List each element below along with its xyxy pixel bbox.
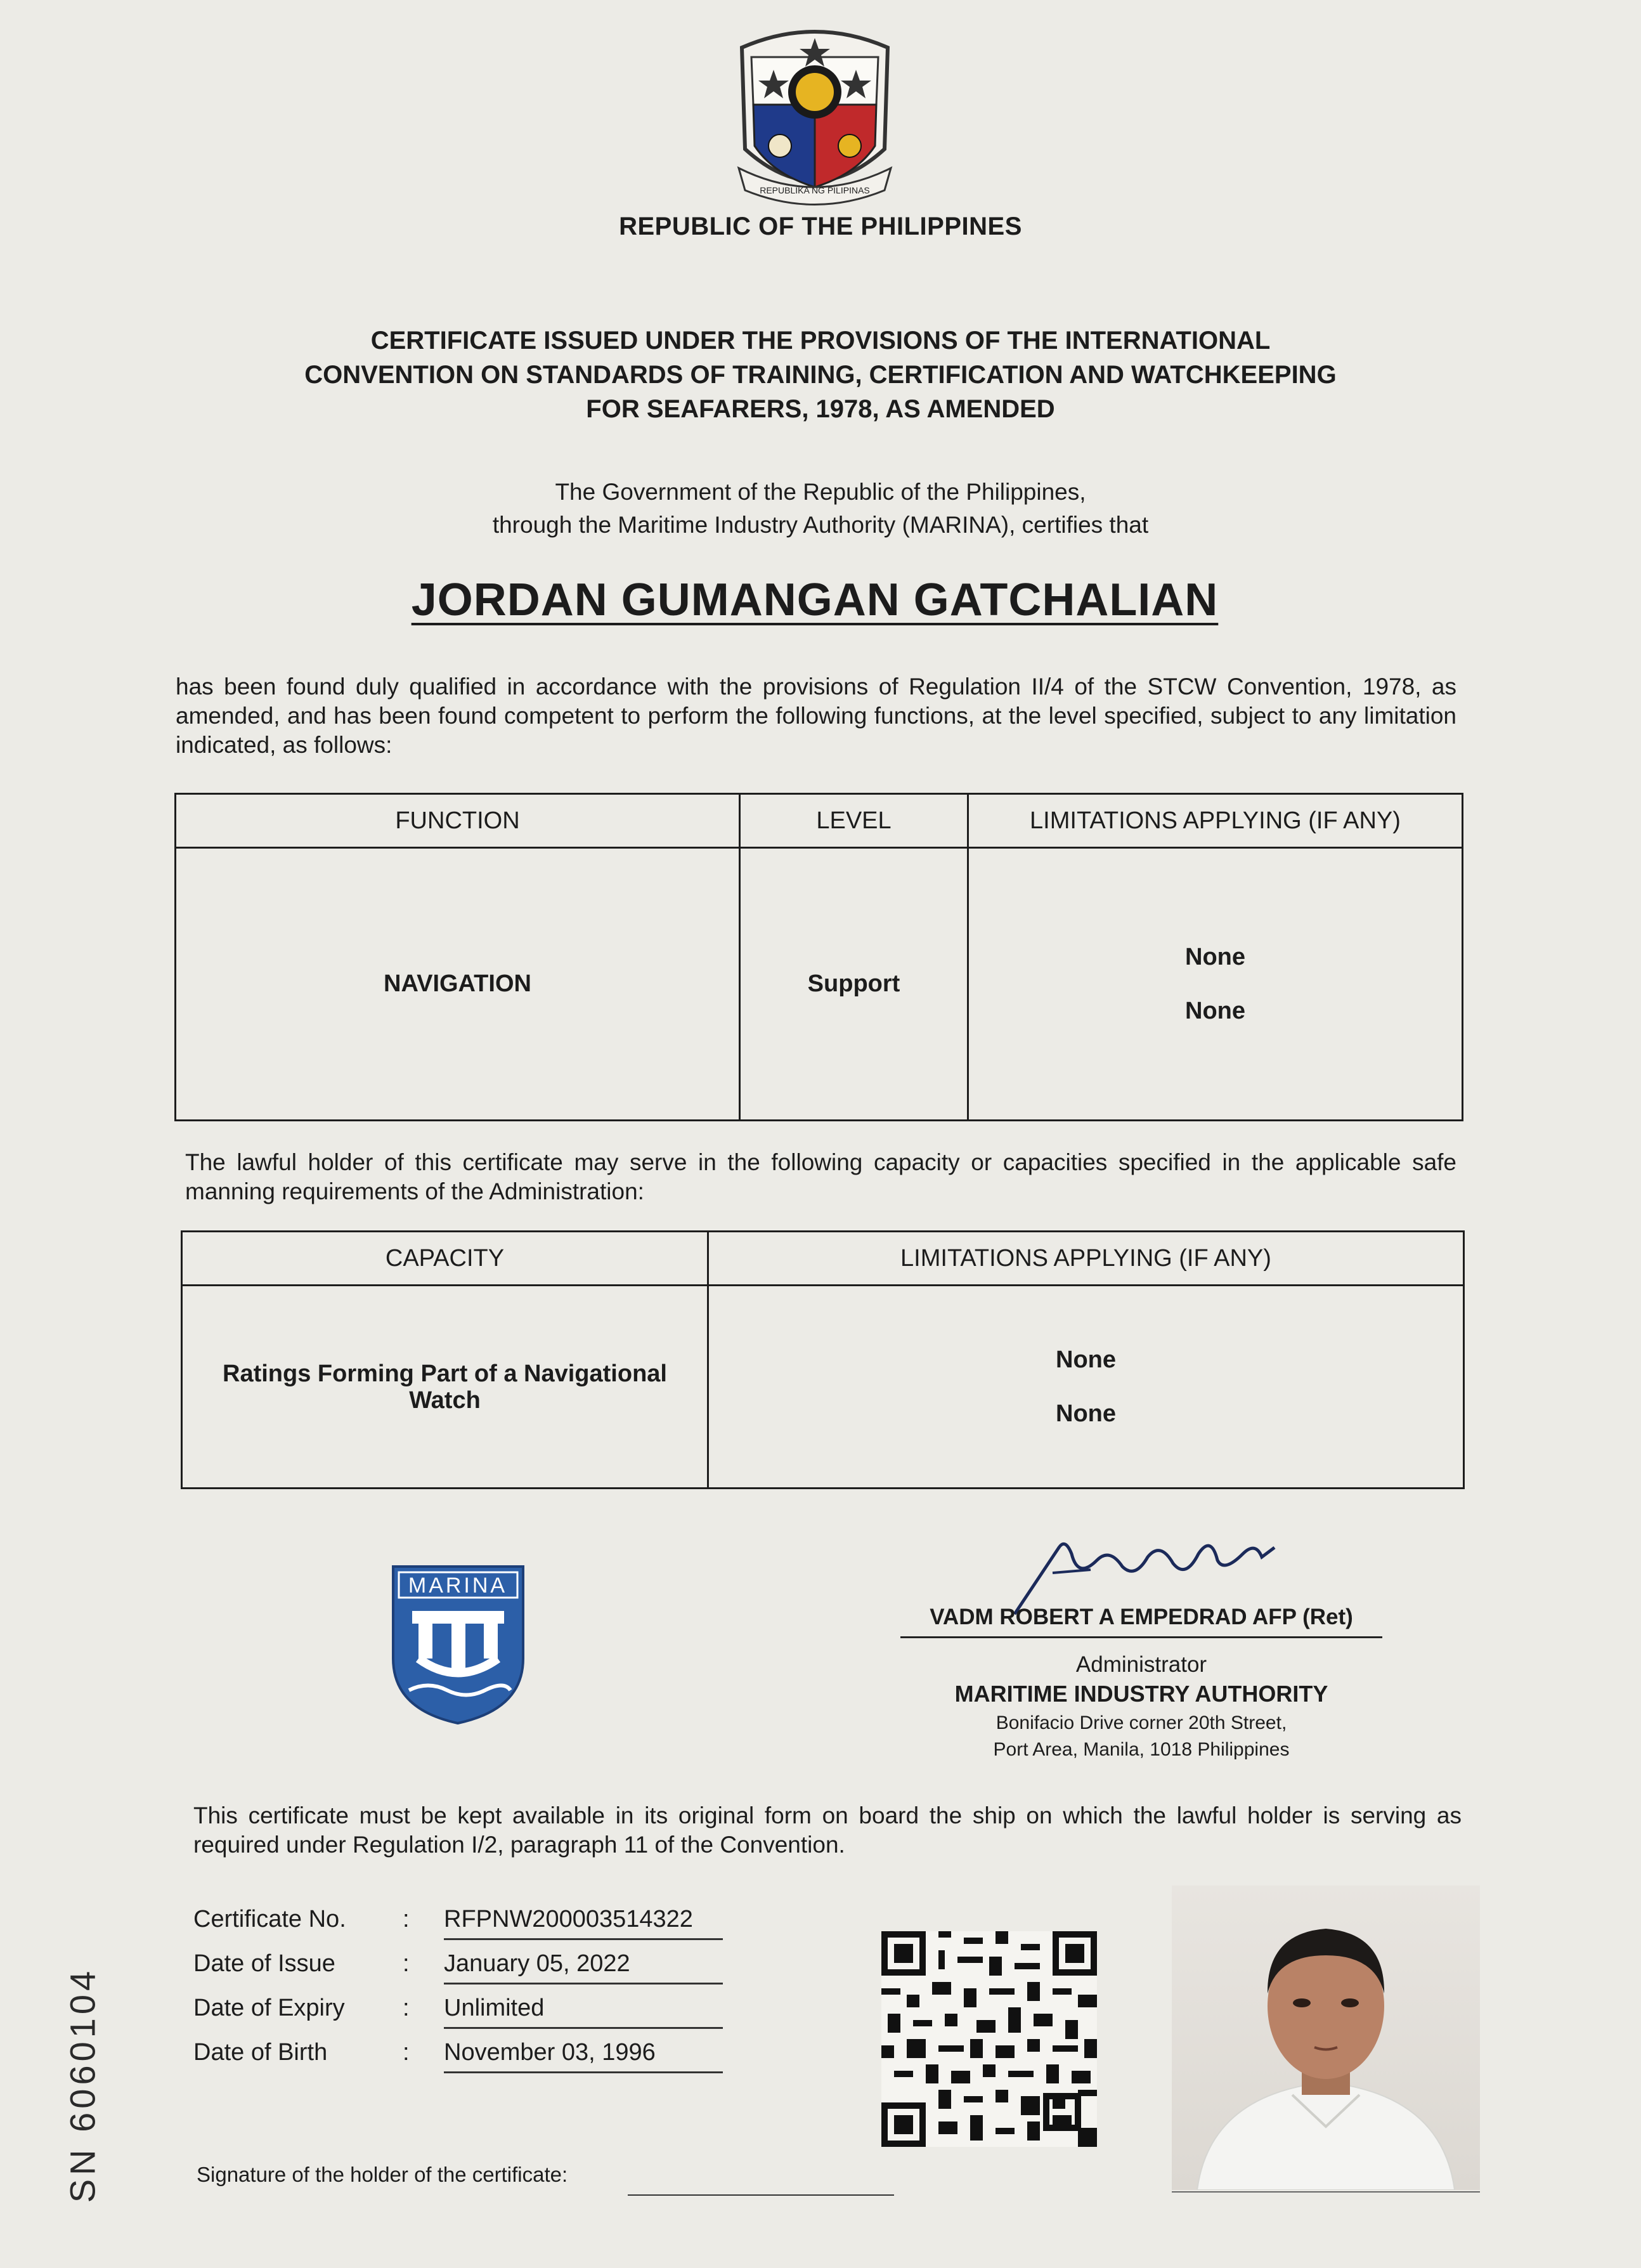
authority-address: Port Area, Manila, 1018 Philippines — [993, 1739, 1290, 1760]
serial-number: SN 6060104 — [62, 1967, 103, 2203]
limitation-value: None — [1056, 1346, 1116, 1373]
expiry-date-value: Unlimited — [444, 1995, 723, 2029]
colon: : — [403, 1950, 410, 1977]
holder-name: JORDAN GUMANGAN GATCHALIAN — [411, 575, 1219, 625]
certificate-title-line: CONVENTION ON STANDARDS OF TRAINING, CERTIFICATION AND WATCHKEEPING — [304, 361, 1337, 389]
holder-signature-label: Signature of the holder of the certificate: — [197, 2163, 568, 2186]
svg-text:REPUBLIKA NG PILIPINAS: REPUBLIKA NG PILIPINAS — [760, 185, 870, 195]
issue-date-value: January 05, 2022 — [444, 1950, 723, 1984]
philippine-seal-emblem — [729, 22, 900, 206]
table-row — [176, 848, 1463, 1121]
capacity-table — [181, 1230, 1465, 1489]
birth-date-label: Date of Birth — [193, 2039, 328, 2066]
intro-text — [0, 476, 1641, 542]
expiry-date-label: Date of Expiry — [193, 1995, 345, 2021]
limitations-cell — [708, 1286, 1464, 1489]
photo-divider — [1172, 2191, 1480, 2193]
table-header-row — [182, 1232, 1464, 1286]
column-header-limitations: LIMITATIONS APPLYING (IF ANY) — [968, 794, 1463, 848]
limitation-value: None — [1056, 1400, 1116, 1427]
notice-text: This certificate must be kept available in its original form on board the ship on which the lawful holder is serving as required under Regulation I/2, paragraph 11 of the Convention. — [193, 1802, 1462, 1858]
holder-photo — [1172, 1886, 1480, 2190]
capacity-text: The lawful holder of this certificate may serve in the following capacity or capacities specified in the applicable safe manning requirements of the Administration: — [185, 1149, 1456, 1204]
officer-name: VADM ROBERT A EMPEDRAD AFP (Ret) — [900, 1605, 1382, 1638]
functions-table — [174, 793, 1463, 1121]
certificate-title-line: FOR SEAFARERS, 1978, AS AMENDED — [586, 395, 1055, 423]
officer-title: Administrator — [1075, 1652, 1207, 1677]
colon: : — [403, 1995, 410, 2021]
colon: : — [403, 1906, 410, 1932]
column-header-capacity: CAPACITY — [182, 1232, 708, 1286]
holder-signature-line — [628, 2194, 894, 2196]
qr-code — [881, 1931, 1097, 2147]
colon: : — [403, 2039, 410, 2066]
capacity-cell: Ratings Forming Part of a Navigational Watch — [182, 1286, 708, 1489]
certificate-title-line: CERTIFICATE ISSUED UNDER THE PROVISIONS OF THE INTERNATIONAL — [370, 327, 1271, 355]
birth-date-value: November 03, 1996 — [444, 2039, 723, 2073]
level-cell: Support — [740, 848, 968, 1121]
limitations-cell — [968, 848, 1463, 1121]
holder-portrait-image — [1172, 1886, 1480, 2190]
column-header-level: LEVEL — [740, 794, 968, 848]
limitation-value: None — [1185, 997, 1245, 1024]
certificate-title — [0, 323, 1641, 426]
issuing-authority: MARITIME INDUSTRY AUTHORITY — [954, 1681, 1328, 1707]
function-cell: NAVIGATION — [176, 848, 740, 1121]
certificate-number-value: RFPNW200003514322 — [444, 1906, 723, 1940]
column-header-function: FUNCTION — [176, 794, 740, 848]
limitation-value: None — [1185, 943, 1245, 970]
intro-line: through the Maritime Industry Authority (MARINA), certifies that — [492, 512, 1149, 538]
authority-address: Bonifacio Drive corner 20th Street, — [996, 1712, 1287, 1733]
table-header-row — [176, 794, 1463, 848]
issue-date-label: Date of Issue — [193, 1950, 335, 1977]
column-header-limitations: LIMITATIONS APPLYING (IF ANY) — [708, 1232, 1464, 1286]
intro-line: The Government of the Republic of the Philippines, — [555, 479, 1086, 505]
qualification-text: has been found duly qualified in accordance with the provisions of Regulation II/4 of the STCW Convention, 1978, as amended, and has been found competent to perform the following functions, at the level specified, subject to any limitation indicated, as follows: — [176, 674, 1456, 758]
certificate-number-label: Certificate No. — [193, 1906, 346, 1932]
svg-text:MARINA: MARINA — [408, 1574, 508, 1598]
country-heading: REPUBLIC OF THE PHILIPPINES — [619, 212, 1022, 240]
table-row — [182, 1286, 1464, 1489]
marina-logo — [390, 1563, 526, 1725]
